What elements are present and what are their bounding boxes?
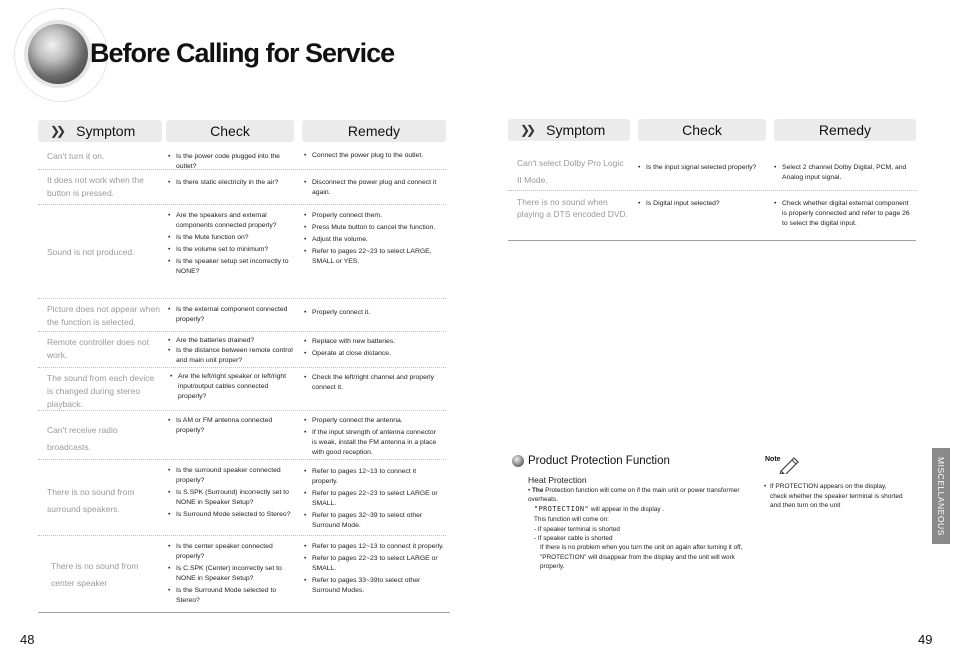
chevron-right-icon: ❯❯ <box>520 123 533 137</box>
symptom-text: There is no sound from center speaker <box>51 561 139 588</box>
left-header-symptom: ❯❯ Symptom <box>38 120 162 142</box>
remedy-cell: • Disconnect the power plug and connect it again. <box>304 178 442 200</box>
check-cell: • Is there static electricity in the air? <box>168 178 298 190</box>
page-number-left: 48 <box>20 632 35 647</box>
disc-bullet-icon <box>512 455 524 467</box>
symptom-text: Sound is not produced. <box>47 247 135 257</box>
table-bottom-rule <box>38 612 450 613</box>
heat-protection-title: Heat Protection <box>528 475 587 485</box>
left-header-check: Check <box>166 120 294 142</box>
symptom-text: Picture does not appear when the function is selected. <box>47 304 160 327</box>
remedy-cell: • Replace with new batteries. • Operate at close distance. <box>304 337 442 361</box>
protection-body: • The Protection function will come on if the main unit or power transformer overheats. "PROTECTION" will appear in the display . This function will come on: - If speaker terminal is shorted - If speaker cable is shorted If there is no problem when you turn the unit on again after turning it off, "PROTECTION" will disappear from the display and the unit will work properly. <box>528 487 743 571</box>
symptom-text: Can't select Dolby Pro Logic II Mode. <box>517 158 624 185</box>
check-cell: • Is the surround speaker connected properly? • Is S.SPK (Surround) incorrectly set to NONE in Speaker Setup? • Is Surround Mode selected to Stereo? <box>168 466 298 522</box>
title-disc-icon <box>28 24 88 84</box>
remedy-cell: • Check the left/right channel and properly connect it. <box>304 373 442 395</box>
symptom-text: Remote controller does not work. <box>47 337 150 360</box>
remedy-cell: • Refer to pages 12~13 to connect it properly. • Refer to pages 22~23 to select LARGE or SMALL. • Refer to pages 33~39to select other Surround Modes. <box>304 542 444 598</box>
symptom-text: Can't receive radio broadcasts. <box>47 425 118 452</box>
remedy-cell: • Select 2 channel Dolby Digital, PCM, and Analog input signal. <box>774 163 914 185</box>
check-cell: • Are the batteries drained? • Is the distance between remote control and main unit proper? <box>168 336 296 368</box>
right-header-symptom: ❯❯ Symptom <box>508 119 630 141</box>
check-cell: • Are the speakers and external components connected properly? • Is the Mute function on? • Is the volume set to minimum? • Is the speaker setup set incorrectly to NONE? <box>168 211 298 279</box>
symptom-text: There is no sound from surround speakers. <box>47 487 135 514</box>
right-header-check: Check <box>638 119 766 141</box>
remedy-cell: • Refer to pages 12~13 to connect it properly. • Refer to pages 22~23 to select LARGE or SMALL. • Refer to pages 32~39 to select other Surround Mode. <box>304 467 442 533</box>
symptom-text: There is no sound when playing a DTS encoded DVD. <box>517 197 629 219</box>
check-cell: • Is the external component connected properly? <box>168 305 296 327</box>
check-cell: • Is the power code plugged into the outlet? <box>168 152 298 174</box>
pencil-icon <box>778 456 800 474</box>
right-header-remedy: Remedy <box>774 119 916 141</box>
symptom-text: It does not work when the button is pressed. <box>47 175 144 198</box>
note-label: Note <box>765 456 781 463</box>
section-tab: MISCELLANEOUS <box>932 448 950 544</box>
check-cell: • Is the center speaker connected properly? • Is C.SPK (Center) incorrectly set to NONE in Speaker Setup? • Is the Surround Mode selected to Stereo? <box>168 542 298 608</box>
note-body: • If PROTECTION appears on the display, check whether the speaker terminal is shorted and then turn on the unit <box>764 483 903 509</box>
remedy-cell: • Properly connect it. <box>304 308 442 320</box>
protection-title: Product Protection Function <box>528 455 670 467</box>
page-title: Before Calling for Service <box>90 38 395 68</box>
check-cell: • Is AM or FM antenna connected properly? <box>168 416 292 438</box>
remedy-cell: • Check whether digital external component is properly connected and refer to page 26 to select the digital input. <box>774 199 914 231</box>
remedy-cell: • Connect the power plug to the outlet. <box>304 151 442 163</box>
page-number-right: 49 <box>918 632 933 647</box>
chevron-right-icon: ❯❯ <box>50 124 63 138</box>
check-cell: • Are the left/right speaker or left/right input/output cables connected properly? <box>170 372 296 404</box>
remedy-cell: • Properly connect the antenna. • If the input strength of antenna connector is weak, install the FM antenna in a place with good reception. <box>304 416 442 460</box>
check-cell: • Is the input signal selected properly? <box>638 163 768 175</box>
symptom-text: The sound from each device is changed during stereo playback. <box>47 373 155 409</box>
left-header-remedy: Remedy <box>302 120 446 142</box>
check-cell: • Is Digital input selected? <box>638 199 768 211</box>
right-table-bottom-rule <box>508 240 916 241</box>
remedy-cell: • Properly connect them. • Press Mute button to cancel the function. • Adjust the volume. • Refer to pages 22~23 to select LARGE, SMALL or YES. <box>304 211 442 269</box>
symptom-text: Can't turn it on. <box>47 151 105 161</box>
